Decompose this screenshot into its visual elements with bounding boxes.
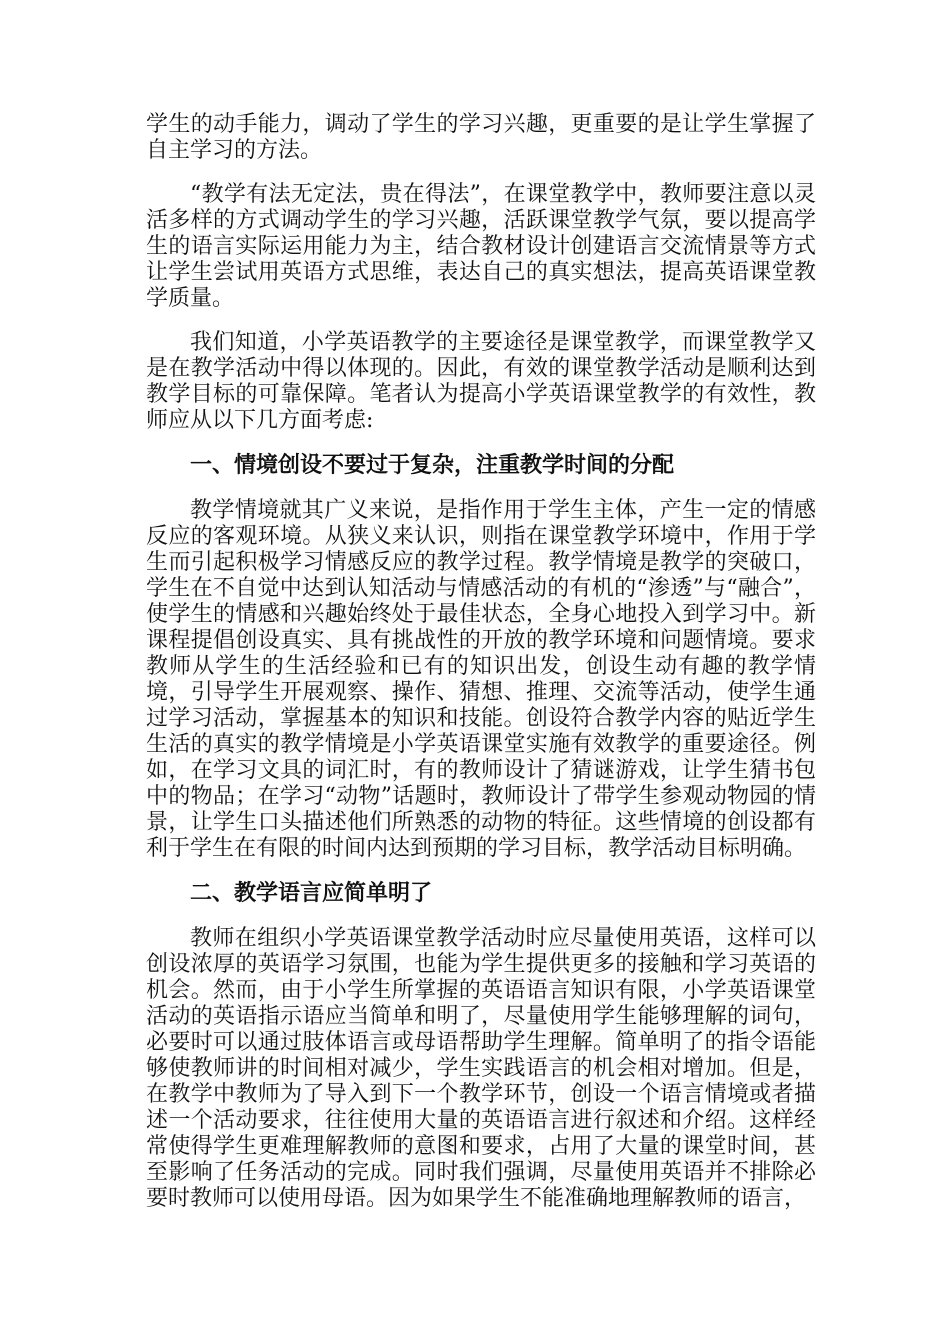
section-body-2: 教师在组织小学英语课堂教学活动时应尽量使用英语，这样可以创设浓厚的英语学习氛围，也能为学生提供更多的接触和学习英语的机会。然而，由于小学生所掌握的英语语言知识有限，小学英语课堂活动的英语指示语应当简单和明了，尽量使用学生能够理解的词句，必要时可以通过肢体语言或母语帮助学生理解。简单明了的指令语能够使教师讲的时间相对减少，学生实践语言的机会相对增加。但是，在教学中教师为了导入到下一个教学环节，创设一个语言情境或者描述一个活动要求，往往使用大量的英语语言进行叙述和介绍。这样经常使得学生更难理解教师的意图和要求，占用了大量的课堂时间，甚至影响了任务活动的完成。同时我们强调，尽量使用英语并不排除必要时教师可以使用母语。因为如果学生不能准确地理解教师的语言， bbox=[146, 926, 816, 1211]
paragraph-continued: 学生的动手能力，调动了学生的学习兴趣，更重要的是让学生掌握了自主学习的方法。 bbox=[146, 112, 816, 163]
paragraph-teaching-method: “教学有法无定法，贵在得法”，在课堂教学中，教师要注意以灵活多样的方式调动学生的学习兴趣，活跃课堂教学气氛，要以提高学生的语言实际运用能力为主，结合教材设计创建语言交流情景等方式让学生尝试用英语方式思维，表达自己的真实想法，提高英语课堂教学质量。 bbox=[146, 182, 816, 311]
section-body-1: 教学情境就其广义来说，是指作用于学生主体，产生一定的情感反应的客观环境。从狭义来认识，则指在课堂教学环境中，作用于学生而引起积极学习情感反应的教学过程。教学情境是教学的突破口，学生在不自觉中达到认知活动与情感活动的有机的“渗透”与“融合”，使学生的情感和兴趣始终处于最佳状态，全身心地投入到学习中。新课程提倡创设真实、具有挑战性的开放的教学环境和问题情境。要求教师从学生的生活经验和已有的知识出发，创设生动有趣的教学情境，引导学生开展观察、操作、猜想、推理、交流等活动，使学生通过学习活动，掌握基本的知识和技能。创设符合教学内容的贴近学生生活的真实的教学情境是小学英语课堂实施有效教学的重要途径。例如，在学习文具的词汇时，有的教师设计了猜谜游戏，让学生猜书包中的物品；在学习“动物”话题时，教师设计了带学生参观动物园的情景，让学生口头描述他们所熟悉的动物的特征。这些情境的创设都有利于学生在有限的时间内达到预期的学习目标，教学活动目标明确。 bbox=[146, 498, 816, 861]
section-heading-2: 二、教学语言应简单明了 bbox=[190, 880, 433, 906]
paragraph-intro: 我们知道，小学英语教学的主要途径是课堂教学，而课堂教学又是在教学活动中得以体现的。因此，有效的课堂教学活动是顺利达到教学目标的可靠保障。笔者认为提高小学英语课堂教学的有效性，教师应从以下几方面考虑: bbox=[146, 330, 816, 433]
section-heading-1: 一、情境创设不要过于复杂，注重教学时间的分配 bbox=[190, 452, 675, 478]
document-page bbox=[146, 112, 816, 1230]
